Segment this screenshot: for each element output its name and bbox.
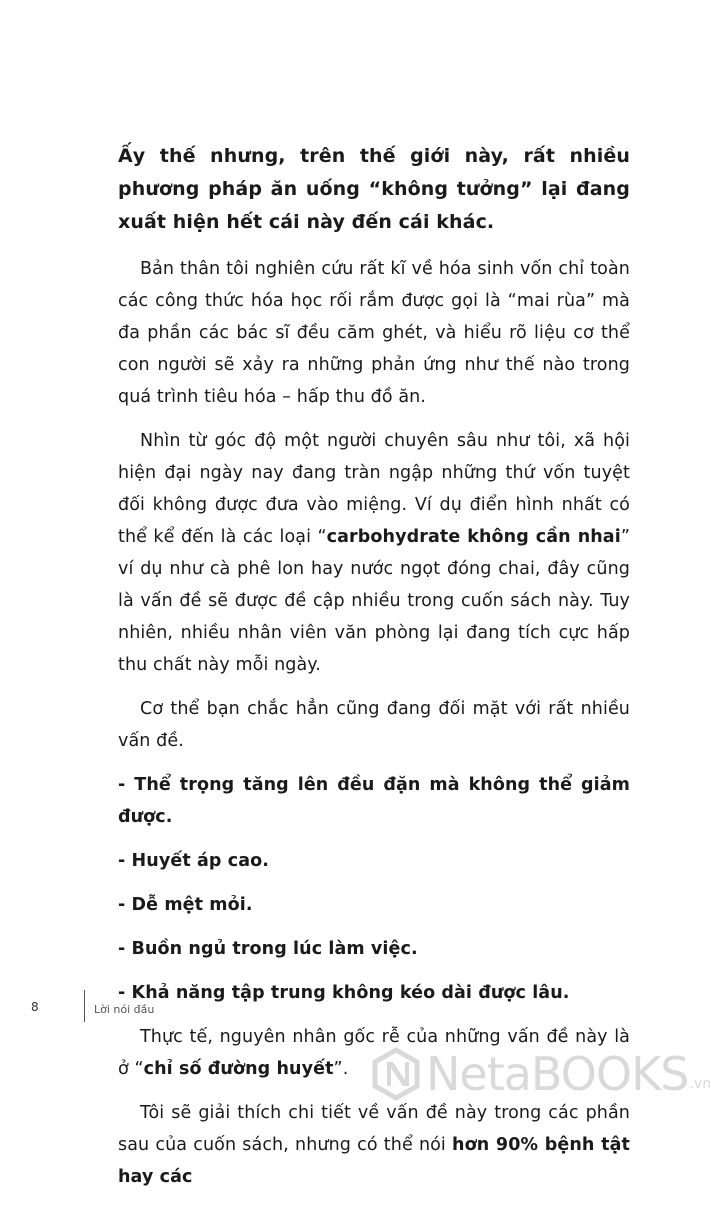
paragraph-carbohydrate [118,425,630,681]
list-item: - Khả năng tập trung không kéo dài được lâu. [118,983,570,1003]
emphasis-text: hơn 90% bệnh tật hay các [118,1135,630,1187]
list-item: - Buồn ngủ trong lúc làm việc. [118,939,418,959]
paragraph-problems-intro: Cơ thể bạn chắc hẳn cũng đang đối mặt với rất nhiều vấn đề. [118,699,630,751]
list-item: - Huyết áp cao. [118,851,269,871]
paragraph-biochemistry: Bản thân tôi nghiên cứu rất kĩ về hóa sinh vốn chỉ toàn các công thức hóa học rối rắm được gọi là “mai rùa” mà đa phần các bác sĩ đều căm ghét, và hiểu rõ liệu cơ thể con người sẽ xảy ra những phản ứng như thế nào trong quá trình tiêu hóa – hấp thu đồ ăn. [118,259,630,407]
emphasis-text: carbohydrate không cần nhai [326,527,621,547]
list-item: - Thể trọng tăng lên đều đặn mà không thể giảm được. [118,775,630,827]
emphasis-text: chỉ số đường huyết [143,1059,334,1079]
paragraph-text: ” ví dụ như cà phê lon hay nước ngọt đóng chai, đây cũng là vấn đề sẽ được đề cập nhiều trong cuốn sách này. Tuy nhiên, nhiều nhân viên văn phòng lại đang tích cực hấp thu chất này mỗi ngày. [118,527,630,675]
watermark [372,1048,711,1100]
list-item: - Dễ mệt mỏi. [118,895,253,915]
paragraph-explanation [118,1097,630,1193]
paragraph-text: Thực tế, nguyên nhân gốc rễ của những vấn đề này là ở “ [118,1027,630,1079]
watermark-brand: NetaBOOKS [426,1047,689,1101]
page-number: 8 [31,1000,39,1014]
footer-divider [84,990,85,1022]
section-title: Lời nói đầu [94,1003,155,1016]
watermark-suffix: .vn [689,1076,711,1092]
page-body [118,140,630,1205]
paragraph-text: Tôi sẽ giải thích chi tiết về vấn đề này trong các phần sau của cuốn sách, nhưng có thể nói [118,1103,630,1155]
lead-paragraph: Ấy thế nhưng, trên thế giới này, rất nhiều phương pháp ăn uống “không tưởng” lại đang xuất hiện hết cái này đến cái khác. [118,145,630,233]
n-hexagon-logo-icon [372,1048,420,1100]
paragraph-text: Nhìn từ góc độ một người chuyên sâu như tôi, xã hội hiện đại ngày nay đang tràn ngập những thứ vốn tuyệt đối không được đưa vào miệng. Ví dụ điển hình nhất có thể kể đến là các loại “ [118,431,630,547]
paragraph-text: ”. [333,1059,349,1079]
